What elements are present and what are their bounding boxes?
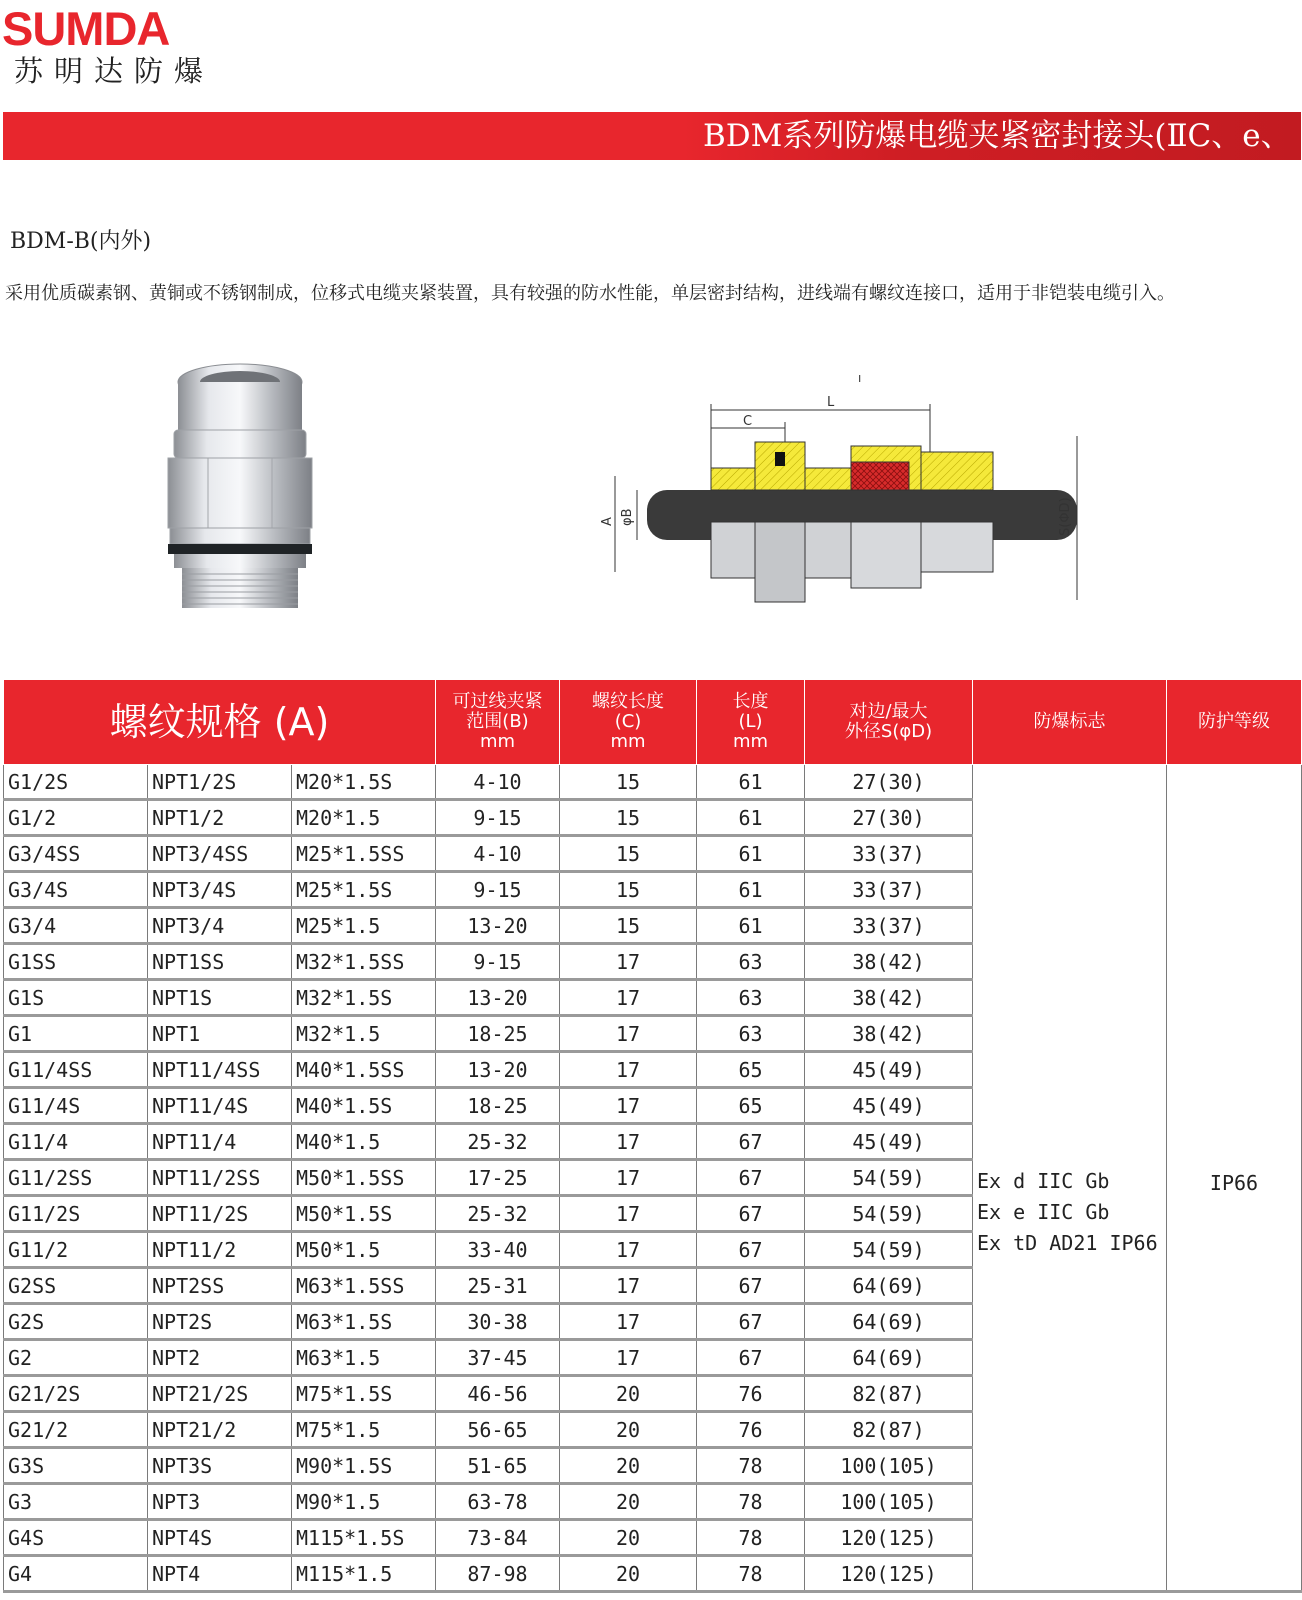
- brand-cn-name: 苏明达防爆: [14, 54, 215, 88]
- table-cell: G2SS: [4, 1268, 148, 1304]
- table-cell: NPT11/4S: [148, 1088, 292, 1124]
- table-cell: 17: [560, 1088, 697, 1124]
- table-cell: M40*1.5S: [292, 1088, 436, 1124]
- table-cell: 33(37): [805, 872, 973, 908]
- table-cell: NPT3: [148, 1484, 292, 1520]
- table-cell: 100(105): [805, 1484, 973, 1520]
- table-cell: 54(59): [805, 1196, 973, 1232]
- table-cell: M32*1.5S: [292, 980, 436, 1016]
- table-cell: 17: [560, 1340, 697, 1376]
- table-cell: G11/4SS: [4, 1052, 148, 1088]
- drawing-label-SphiD: S(ΦD): [1058, 497, 1073, 536]
- table-cell: NPT11/2S: [148, 1196, 292, 1232]
- table-cell: M90*1.5: [292, 1484, 436, 1520]
- table-cell: 76: [697, 1412, 805, 1448]
- table-cell: NPT2: [148, 1340, 292, 1376]
- table-cell: 17: [560, 980, 697, 1016]
- spec-table: [3, 680, 1302, 1593]
- table-cell: 45(49): [805, 1124, 973, 1160]
- table-cell: 13-20: [436, 908, 560, 944]
- table-cell: M115*1.5S: [292, 1520, 436, 1556]
- table-cell: G21/2S: [4, 1376, 148, 1412]
- table-cell: 17: [560, 1016, 697, 1052]
- header-ex-mark: 防爆标志: [973, 680, 1167, 765]
- table-cell: G2S: [4, 1304, 148, 1340]
- table-cell: 17-25: [436, 1160, 560, 1196]
- header-range: 可过线夹紧 范围(B) mm: [436, 680, 560, 765]
- table-cell: 120(125): [805, 1556, 973, 1592]
- table-cell: NPT1/2: [148, 800, 292, 836]
- header-thread-length: 螺纹长度 (C) mm: [560, 680, 697, 765]
- table-cell: 56-65: [436, 1412, 560, 1448]
- table-cell: G3/4S: [4, 872, 148, 908]
- table-cell: 120(125): [805, 1520, 973, 1556]
- table-cell: 37-45: [436, 1340, 560, 1376]
- table-cell: G2: [4, 1340, 148, 1376]
- table-cell: 63: [697, 1016, 805, 1052]
- table-cell: 46-56: [436, 1376, 560, 1412]
- drawing-label-A: A: [600, 517, 615, 526]
- ex-mark-line: Ex d IIC Gb: [977, 1169, 1110, 1193]
- table-cell: M40*1.5: [292, 1124, 436, 1160]
- table-cell: M115*1.5: [292, 1556, 436, 1592]
- table-cell: NPT11/4SS: [148, 1052, 292, 1088]
- table-cell: NPT4: [148, 1556, 292, 1592]
- table-cell: 61: [697, 908, 805, 944]
- table-cell: 65: [697, 1052, 805, 1088]
- brand-logo: [2, 4, 214, 88]
- table-cell: M75*1.5S: [292, 1376, 436, 1412]
- technical-drawing: [600, 371, 1110, 622]
- table-cell: M50*1.5SS: [292, 1160, 436, 1196]
- table-cell: 15: [560, 800, 697, 836]
- table-cell: 67: [697, 1196, 805, 1232]
- table-cell: 25-32: [436, 1124, 560, 1160]
- table-cell: 45(49): [805, 1088, 973, 1124]
- table-cell: 17: [560, 1196, 697, 1232]
- table-cell: 73-84: [436, 1520, 560, 1556]
- table-cell: 9-15: [436, 800, 560, 836]
- table-cell: 38(42): [805, 1016, 973, 1052]
- table-cell: NPT3S: [148, 1448, 292, 1484]
- ex-mark-line: Ex tD AD21 IP66: [977, 1231, 1158, 1255]
- table-cell: 33(37): [805, 908, 973, 944]
- table-cell: G1S: [4, 980, 148, 1016]
- table-cell: 20: [560, 1376, 697, 1412]
- table-cell: M32*1.5SS: [292, 944, 436, 980]
- table-cell: NPT3/4SS: [148, 836, 292, 872]
- table-cell: M63*1.5S: [292, 1304, 436, 1340]
- table-cell: 64(69): [805, 1268, 973, 1304]
- table-header-row: [4, 680, 1302, 765]
- table-cell: 27(30): [805, 800, 973, 836]
- table-cell: NPT1/2S: [148, 765, 292, 800]
- table-cell: 61: [697, 765, 805, 800]
- header-ip: 防护等级: [1167, 680, 1302, 765]
- table-cell: 67: [697, 1268, 805, 1304]
- table-cell: G1/2: [4, 800, 148, 836]
- table-cell: 20: [560, 1448, 697, 1484]
- table-cell: 17: [560, 1124, 697, 1160]
- table-cell: 100(105): [805, 1448, 973, 1484]
- table-cell: G11/2: [4, 1232, 148, 1268]
- table-cell: 17: [560, 1232, 697, 1268]
- table-cell: G11/4: [4, 1124, 148, 1160]
- table-cell: 17: [560, 1304, 697, 1340]
- table-cell: M32*1.5: [292, 1016, 436, 1052]
- table-cell: G11/4S: [4, 1088, 148, 1124]
- table-row: [4, 765, 1302, 800]
- table-cell: 78: [697, 1520, 805, 1556]
- table-cell: G4S: [4, 1520, 148, 1556]
- table-cell: G11/2SS: [4, 1160, 148, 1196]
- table-cell: 67: [697, 1304, 805, 1340]
- table-cell: 87-98: [436, 1556, 560, 1592]
- table-cell: 20: [560, 1412, 697, 1448]
- table-cell: 25-31: [436, 1268, 560, 1304]
- table-cell: 15: [560, 872, 697, 908]
- table-cell: M63*1.5SS: [292, 1268, 436, 1304]
- table-cell: 9-15: [436, 872, 560, 908]
- table-cell: 4-10: [436, 765, 560, 800]
- table-cell: 63: [697, 980, 805, 1016]
- table-cell: 38(42): [805, 944, 973, 980]
- table-cell: 17: [560, 1160, 697, 1196]
- table-cell: 67: [697, 1124, 805, 1160]
- table-cell: NPT21/2: [148, 1412, 292, 1448]
- table-cell: 65: [697, 1088, 805, 1124]
- table-cell: 54(59): [805, 1232, 973, 1268]
- table-cell: NPT1: [148, 1016, 292, 1052]
- table-cell: 17: [560, 944, 697, 980]
- table-cell: 61: [697, 800, 805, 836]
- table-cell: 78: [697, 1484, 805, 1520]
- table-cell: G21/2: [4, 1412, 148, 1448]
- table-cell: NPT3/4: [148, 908, 292, 944]
- table-cell: M50*1.5S: [292, 1196, 436, 1232]
- table-cell: G11/2S: [4, 1196, 148, 1232]
- table-cell: G3/4SS: [4, 836, 148, 872]
- table-cell: M40*1.5SS: [292, 1052, 436, 1088]
- drawing-label-C: C: [743, 414, 753, 429]
- table-cell: 9-15: [436, 944, 560, 980]
- table-cell: 78: [697, 1556, 805, 1592]
- banner-title: BDM系列防爆电缆夹紧密封接头(ⅡC、e、: [703, 118, 1292, 154]
- table-cell: 20: [560, 1556, 697, 1592]
- table-cell: M20*1.5S: [292, 765, 436, 800]
- ip-rating-cell: IP66: [1167, 765, 1302, 1592]
- table-cell: 20: [560, 1520, 697, 1556]
- table-cell: M50*1.5: [292, 1232, 436, 1268]
- table-cell: 67: [697, 1160, 805, 1196]
- table-cell: NPT11/4: [148, 1124, 292, 1160]
- product-model: BDM-B(内外): [10, 229, 152, 254]
- product-description: 采用优质碳素钢、黄铜或不锈钢制成，位移式电缆夹紧装置，具有较强的防水性能，单层密封结构，进线端有螺纹连接口，适用于非铠装电缆引入。: [5, 283, 1175, 304]
- table-cell: 54(59): [805, 1160, 973, 1196]
- table-cell: 15: [560, 908, 697, 944]
- table-cell: 45(49): [805, 1052, 973, 1088]
- table-cell: NPT21/2S: [148, 1376, 292, 1412]
- table-cell: 18-25: [436, 1016, 560, 1052]
- product-photo: [160, 360, 320, 620]
- table-cell: M25*1.5: [292, 908, 436, 944]
- table-cell: G3/4: [4, 908, 148, 944]
- table-cell: 82(87): [805, 1412, 973, 1448]
- table-cell: 13-20: [436, 1052, 560, 1088]
- table-cell: G3: [4, 1484, 148, 1520]
- table-cell: 76: [697, 1376, 805, 1412]
- table-cell: NPT11/2SS: [148, 1160, 292, 1196]
- table-cell: 67: [697, 1340, 805, 1376]
- header-thread: 螺纹规格 (A): [4, 680, 436, 765]
- brand-name: SUMDA: [2, 2, 170, 55]
- table-cell: NPT11/2: [148, 1232, 292, 1268]
- table-cell: G4: [4, 1556, 148, 1592]
- table-cell: G3S: [4, 1448, 148, 1484]
- table-cell: 64(69): [805, 1340, 973, 1376]
- ex-mark-line: Ex e IIC Gb: [977, 1200, 1110, 1224]
- ex-mark-cell: [973, 765, 1167, 1592]
- table-cell: G1: [4, 1016, 148, 1052]
- table-cell: M25*1.5SS: [292, 836, 436, 872]
- table-cell: 63-78: [436, 1484, 560, 1520]
- table-cell: M25*1.5S: [292, 872, 436, 908]
- table-cell: 25-32: [436, 1196, 560, 1232]
- table-cell: M63*1.5: [292, 1340, 436, 1376]
- table-cell: 82(87): [805, 1376, 973, 1412]
- table-cell: 51-65: [436, 1448, 560, 1484]
- table-cell: 61: [697, 872, 805, 908]
- header-across-flats: 对边/最大 外径S(φD): [805, 680, 973, 765]
- table-cell: 30-38: [436, 1304, 560, 1340]
- table-cell: 27(30): [805, 765, 973, 800]
- table-cell: 15: [560, 836, 697, 872]
- header-length: 长度 (L) mm: [697, 680, 805, 765]
- table-cell: NPT1S: [148, 980, 292, 1016]
- table-cell: M75*1.5: [292, 1412, 436, 1448]
- table-cell: 17: [560, 1268, 697, 1304]
- table-cell: 38(42): [805, 980, 973, 1016]
- table-cell: G1/2S: [4, 765, 148, 800]
- spec-table-body: [4, 765, 1302, 1592]
- table-cell: 18-25: [436, 1088, 560, 1124]
- table-cell: 4-10: [436, 836, 560, 872]
- drawing-label-tick: ı: [858, 371, 862, 385]
- table-cell: 20: [560, 1484, 697, 1520]
- table-cell: M90*1.5S: [292, 1448, 436, 1484]
- table-cell: NPT1SS: [148, 944, 292, 980]
- drawing-label-L: L: [827, 395, 835, 410]
- table-cell: NPT2S: [148, 1304, 292, 1340]
- table-cell: NPT3/4S: [148, 872, 292, 908]
- table-cell: 63: [697, 944, 805, 980]
- table-cell: 15: [560, 765, 697, 800]
- table-cell: 17: [560, 1052, 697, 1088]
- table-cell: 61: [697, 836, 805, 872]
- table-cell: G1SS: [4, 944, 148, 980]
- table-cell: 78: [697, 1448, 805, 1484]
- table-cell: 33-40: [436, 1232, 560, 1268]
- table-cell: 64(69): [805, 1304, 973, 1340]
- table-cell: M20*1.5: [292, 800, 436, 836]
- table-cell: NPT2SS: [148, 1268, 292, 1304]
- drawing-label-phiB: φB: [620, 508, 635, 526]
- table-cell: NPT4S: [148, 1520, 292, 1556]
- table-cell: 33(37): [805, 836, 973, 872]
- table-cell: 67: [697, 1232, 805, 1268]
- table-cell: 13-20: [436, 980, 560, 1016]
- title-banner: [3, 112, 1301, 160]
